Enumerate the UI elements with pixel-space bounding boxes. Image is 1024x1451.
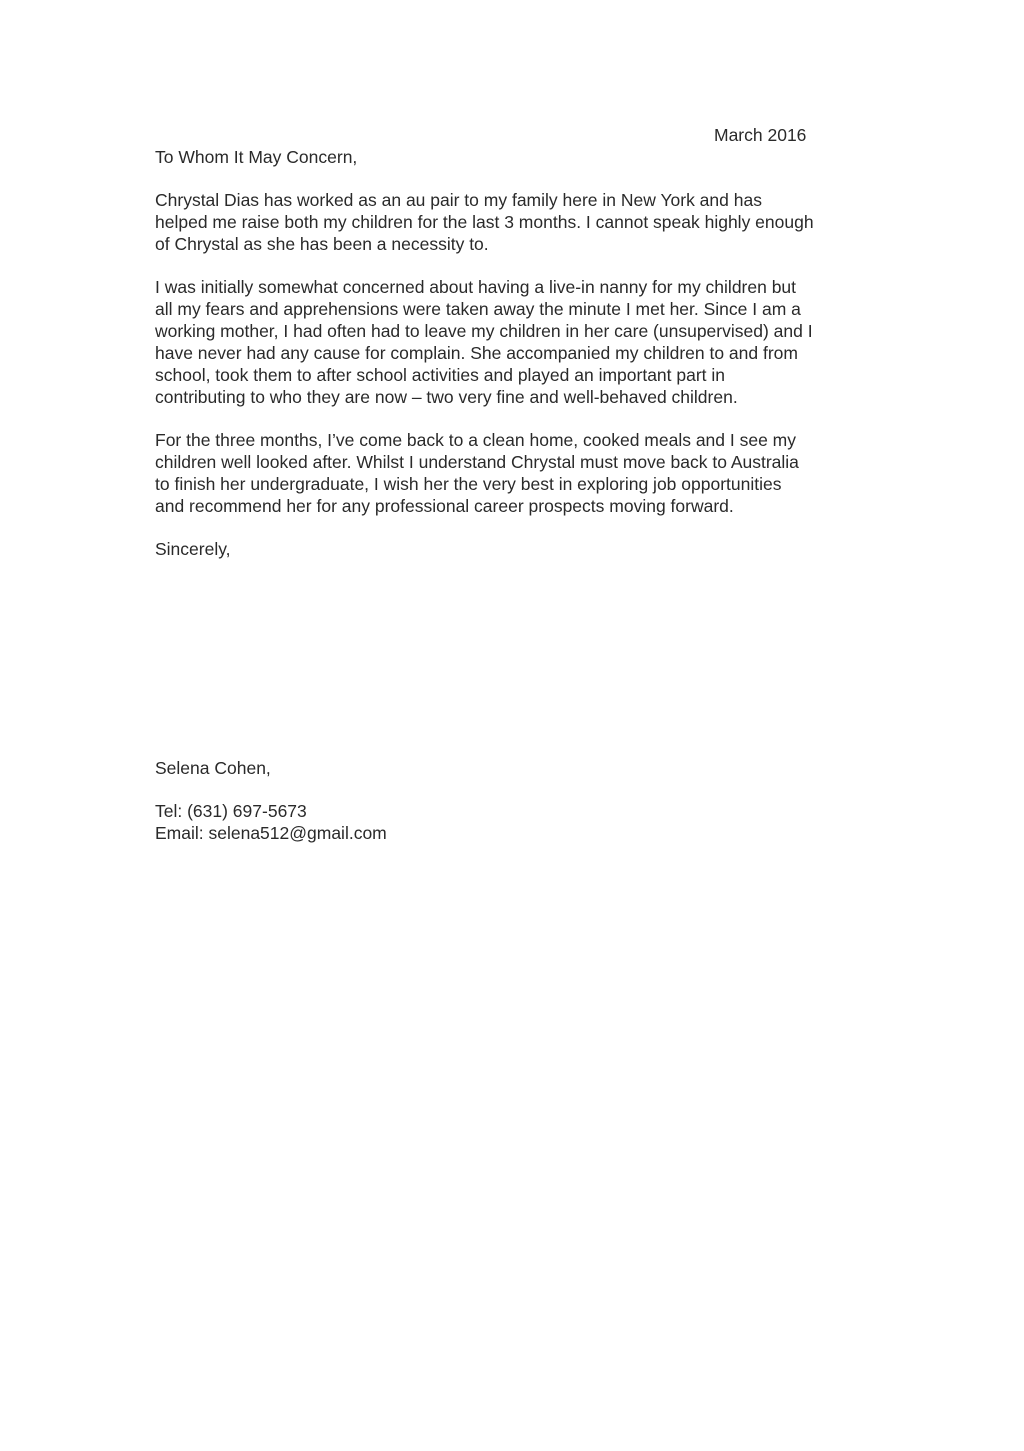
paragraph-line: children well looked after. Whilst I understand Chrystal must move back to Australia <box>155 452 799 472</box>
paragraph-1 <box>155 189 885 255</box>
paragraph-3 <box>155 429 885 517</box>
salutation: To Whom It May Concern, <box>155 147 358 167</box>
paragraph-line: all my fears and apprehensions were taken away the minute I met her. Since I am a <box>155 299 801 319</box>
paragraph-line: school, took them to after school activities and played an important part in <box>155 365 726 385</box>
email-address: Email: selena512@gmail.com <box>155 823 387 843</box>
closing: Sincerely, <box>155 539 231 559</box>
paragraph-line: have never had any cause for complain. She accompanied my children to and from <box>155 343 798 363</box>
paragraph-line: working mother, I had often had to leave my children in her care (unsupervised) and I <box>155 321 813 341</box>
phone-number: Tel: (631) 697-5673 <box>155 801 307 821</box>
paragraph-line: I was initially somewhat concerned about having a live-in nanny for my children but <box>155 277 797 297</box>
paragraph-line: For the three months, I’ve come back to a clean home, cooked meals and I see my <box>155 430 797 450</box>
contact-info <box>155 800 885 844</box>
paragraph-line: contributing to who they are now – two very fine and well-behaved children. <box>155 387 738 407</box>
paragraph-line: to finish her undergraduate, I wish her the very best in exploring job opportunities <box>155 474 782 494</box>
paragraph-line: Chrystal Dias has worked as an au pair to my family here in New York and has <box>155 190 762 210</box>
paragraph-line: helped me raise both my children for the last 3 months. I cannot speak highly enough <box>155 212 814 232</box>
paragraph-line: of Chrystal as she has been a necessity to. <box>155 234 489 254</box>
paragraph-line: and recommend her for any professional career prospects moving forward. <box>155 496 734 516</box>
signer-name: Selena Cohen, <box>155 758 271 778</box>
letter-date: March 2016 <box>714 125 807 145</box>
paragraph-2 <box>155 276 885 408</box>
